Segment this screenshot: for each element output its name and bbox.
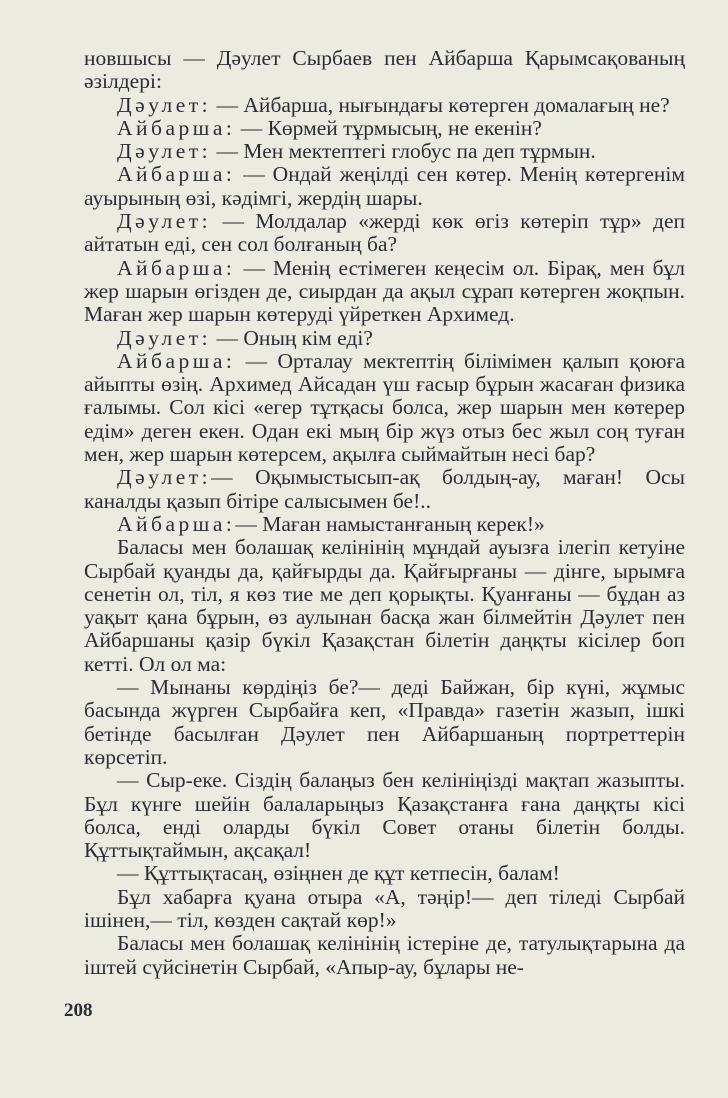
- paragraph-text: — Оқымыстысып-ақ болдың-ау, маған! Осы каналды қазып бітіре салысымен бе!..: [84, 465, 685, 513]
- paragraph-text: — Мен мектептегі глобус па деп тұрмын.: [211, 139, 596, 164]
- dialogue-paragraph: [84, 117, 685, 140]
- paragraph-text: новшысы — Дәулет Сырбаев пен Айбарша Қарымсақованың әзілдері:: [84, 46, 685, 94]
- dialogue-paragraph: [84, 513, 685, 536]
- paragraph-text: — Маған намыстанғаның керек!»: [235, 511, 545, 536]
- paragraph-text: — Менің естімеген кеңесім ол. Бірақ, мен бұл жер шарын өгізден де, сиырдан да ақыл сұрап көтерген жоқпын. Маған жер шарын көтеруді үйреткен Архимед.: [84, 255, 685, 327]
- dialogue-paragraph: [84, 210, 685, 257]
- paragraph-text: — Ондай жеңілді сен көтер. Менің көтергенім ауырының өзі, кәдімгі, жердің шары.: [84, 162, 685, 210]
- speaker-name: Айбарша:: [117, 162, 236, 187]
- speaker-name: Дәулет:: [117, 209, 212, 234]
- dialogue-paragraph: [84, 327, 685, 350]
- dialogue-paragraph: [84, 257, 685, 327]
- dialogue-paragraph: [84, 163, 685, 210]
- speaker-name: Дәулет:: [117, 465, 212, 490]
- paragraph-text: Бұл хабарға қуана отыра «А, тәңір!— деп тіледі Сырбай ішінен,— тіл, көзден сақтай көр!»: [84, 884, 685, 932]
- text-paragraph: [84, 886, 685, 933]
- speaker-name: Дәулет:: [117, 325, 212, 350]
- speaker-name: Дәулет:: [117, 139, 212, 164]
- paragraph-text: — Сыр-еке. Сіздің балаңыз бен келініңізді мақтап жазыпты. Бұл күнге шейін балаларыңыз Қазақстанға ғана даңқты кісі болса, енді оларды бүкіл Совет отаны білетін болды. Құттықтаймын, ақсақал!: [84, 768, 685, 863]
- speaker-name: Айбарша:: [117, 511, 236, 536]
- speaker-name: Айбарша:: [117, 348, 236, 373]
- dialogue-paragraph: [84, 140, 685, 163]
- page-number: 208: [64, 1000, 93, 1021]
- text-paragraph: [84, 769, 685, 862]
- speaker-name: Дәулет:: [117, 92, 212, 117]
- dialogue-paragraph: [84, 94, 685, 117]
- paragraph-text: — Оның кім еді?: [211, 325, 373, 350]
- dialogue-paragraph: [84, 350, 685, 466]
- speaker-name: Айбарша:: [117, 115, 236, 140]
- paragraph-text: — Молдалар «жерді көк өгіз көтеріп тұр» деп айтатын еді, сен сол болғаның ба?: [84, 209, 685, 257]
- text-paragraph: [84, 536, 685, 676]
- paragraph-text: — Мынаны көрдіңіз бе?— деді Байжан, бір күні, жұмыс басында жүрген Сырбайға кеп, «Правда» газетін жазып, ішкі бетінде басылған Дәулет пен Айбаршаның портреттерін көрсетіп.: [84, 675, 685, 769]
- paragraph-text: — Құттықтасаң, өзіңнен де құт кетпесін, балам!: [117, 861, 560, 886]
- dialogue-paragraph: [84, 466, 685, 513]
- page-text: [84, 47, 685, 979]
- paragraph-text: — Орталау мектептің білімімен қалып қоюға айыпты өзің. Архимед Айсадан үш ғасыр бұрын жасаған физика ғалымы. Сол кісі «егер тұтқасы болса, жер шарын мен көтерер едім» деген екен. Одан екі мың бір жүз отыз бес жыл соң туған мен, жер шарын көтерсем, ақылға сыймайтын несі бар?: [84, 348, 685, 467]
- text-paragraph: [84, 47, 685, 94]
- text-paragraph: [84, 676, 685, 769]
- paragraph-text: Баласы мен болашақ келінінің істеріне де, татулықтарына да іштей сүйсінетін Сырбай, «Апыр-ау, бұлары не-: [84, 931, 685, 979]
- paragraph-text: — Көрмей тұрмысың, не екенін?: [235, 115, 542, 140]
- paragraph-text: — Айбарша, нығындағы көтерген домалағың не?: [211, 92, 670, 117]
- text-paragraph: [84, 862, 685, 885]
- speaker-name: Айбарша:: [117, 255, 236, 280]
- paragraph-text: Баласы мен болашақ келінінің мұндай ауызға ілегіп кетуіне Сырбай қуанды да, қайғырды да. Қайғырғаны — дінге, ырымға сенетін ол, тіл, я көз тие ме деп қорықты. Қуанғаны — бұдан аз уақыт қана бұрын, өз аулынан басқа жан білмейтін Дәулет пен Айбаршаны қазір бүкіл Қазақстан білетін даңқты кісілер боп кетті. Ол ол ма:: [84, 535, 685, 676]
- text-paragraph: [84, 932, 685, 979]
